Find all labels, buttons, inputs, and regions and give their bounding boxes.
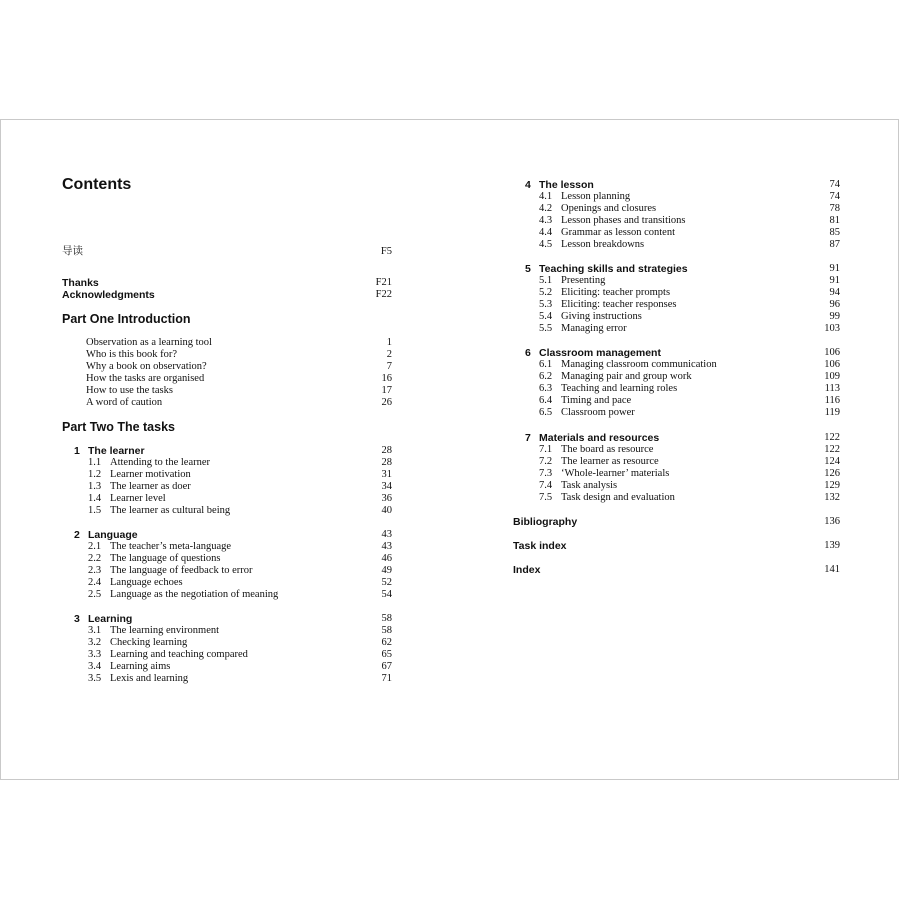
toc-entry[interactable]: Who is this book for? 2: [86, 349, 392, 360]
toc-entry[interactable]: 1.4 Learner level 36: [88, 493, 392, 504]
toc-entry[interactable]: 3.4 Learning aims 67: [88, 661, 392, 672]
toc-entry[interactable]: 5.4 Giving instructions 99: [539, 311, 840, 322]
toc-entry[interactable]: 6.5 Classroom power 119: [539, 407, 840, 418]
toc-entry[interactable]: Why a book on observation? 7: [86, 361, 392, 372]
toc-entry[interactable]: 3.1 The learning environment 58: [88, 625, 392, 636]
toc-entry-daodu[interactable]: 导读 F5: [62, 246, 392, 257]
toc-entry[interactable]: How to use the tasks 17: [86, 385, 392, 396]
toc-entry[interactable]: 2.4 Language echoes 52: [88, 577, 392, 588]
toc-entry[interactable]: 4.1 Lesson planning 74: [539, 191, 840, 202]
toc-entry-thanks[interactable]: Thanks F21: [62, 277, 392, 289]
toc-entry[interactable]: 3.2 Checking learning 62: [88, 637, 392, 648]
toc-entry[interactable]: 3.5 Lexis and learning 71: [88, 673, 392, 684]
toc-entry[interactable]: 1.3 The learner as doer 34: [88, 481, 392, 492]
toc-entry[interactable]: 5.5 Managing error 103: [539, 323, 840, 334]
toc-entry[interactable]: 6.2 Managing pair and group work 109: [539, 371, 840, 382]
toc-entry[interactable]: 5.3 Eliciting: teacher responses 96: [539, 299, 840, 310]
chapter-heading[interactable]: 2 Language 43: [74, 529, 392, 541]
toc-entry[interactable]: 2.3 The language of feedback to error 49: [88, 565, 392, 576]
toc-entry[interactable]: 2.5 Language as the negotiation of meaning 54: [88, 589, 392, 600]
toc-entry[interactable]: 3.3 Learning and teaching compared 65: [88, 649, 392, 660]
part-two-heading: Part Two The tasks: [62, 420, 175, 434]
chapter-heading[interactable]: 1 The learner 28: [74, 445, 392, 457]
toc-entry-bibliography[interactable]: Bibliography 136: [513, 516, 840, 528]
toc-entry-acknowledgments[interactable]: Acknowledgments F22: [62, 289, 392, 301]
toc-entry[interactable]: A word of caution 26: [86, 397, 392, 408]
toc-entry[interactable]: 1.5 The learner as cultural being 40: [88, 505, 392, 516]
toc-entry[interactable]: 7.3 ‘Whole-learner’ materials 126: [539, 468, 840, 479]
toc-entry[interactable]: 6.1 Managing classroom communication 106: [539, 359, 840, 370]
toc-entry[interactable]: 4.2 Openings and closures 78: [539, 203, 840, 214]
toc-entry[interactable]: 5.2 Eliciting: teacher prompts 94: [539, 287, 840, 298]
chapter-heading[interactable]: 3 Learning 58: [74, 613, 392, 625]
toc-entry[interactable]: 1.2 Learner motivation 31: [88, 469, 392, 480]
toc-entry[interactable]: 6.3 Teaching and learning roles 113: [539, 383, 840, 394]
chapter-heading[interactable]: 5 Teaching skills and strategies 91: [525, 263, 840, 275]
toc-entry[interactable]: 4.4 Grammar as lesson content 85: [539, 227, 840, 238]
toc-entry[interactable]: 7.1 The board as resource 122: [539, 444, 840, 455]
toc-entry-task-index[interactable]: Task index 139: [513, 540, 840, 552]
toc-entry[interactable]: How the tasks are organised 16: [86, 373, 392, 384]
toc-entry[interactable]: 6.4 Timing and pace 116: [539, 395, 840, 406]
toc-entry[interactable]: 1.1 Attending to the learner 28: [88, 457, 392, 468]
toc-entry[interactable]: 4.3 Lesson phases and transitions 81: [539, 215, 840, 226]
part-one-heading: Part One Introduction: [62, 312, 191, 326]
page-title: Contents: [62, 176, 132, 193]
toc-entry-index[interactable]: Index 141: [513, 564, 840, 576]
chapter-heading[interactable]: 7 Materials and resources 122: [525, 432, 840, 444]
toc-entry[interactable]: 5.1 Presenting 91: [539, 275, 840, 286]
toc-entry[interactable]: 2.2 The language of questions 46: [88, 553, 392, 564]
toc-entry[interactable]: 2.1 The teacher’s meta-language 43: [88, 541, 392, 552]
toc-entry[interactable]: Observation as a learning tool 1: [86, 337, 392, 348]
toc-entry[interactable]: 4.5 Lesson breakdowns 87: [539, 239, 840, 250]
chapter-heading[interactable]: 6 Classroom management 106: [525, 347, 840, 359]
chapter-heading[interactable]: 4 The lesson 74: [525, 179, 840, 191]
toc-entry[interactable]: 7.2 The learner as resource 124: [539, 456, 840, 467]
toc-entry[interactable]: 7.4 Task analysis 129: [539, 480, 840, 491]
book-spread: [0, 119, 899, 780]
toc-entry[interactable]: 7.5 Task design and evaluation 132: [539, 492, 840, 503]
